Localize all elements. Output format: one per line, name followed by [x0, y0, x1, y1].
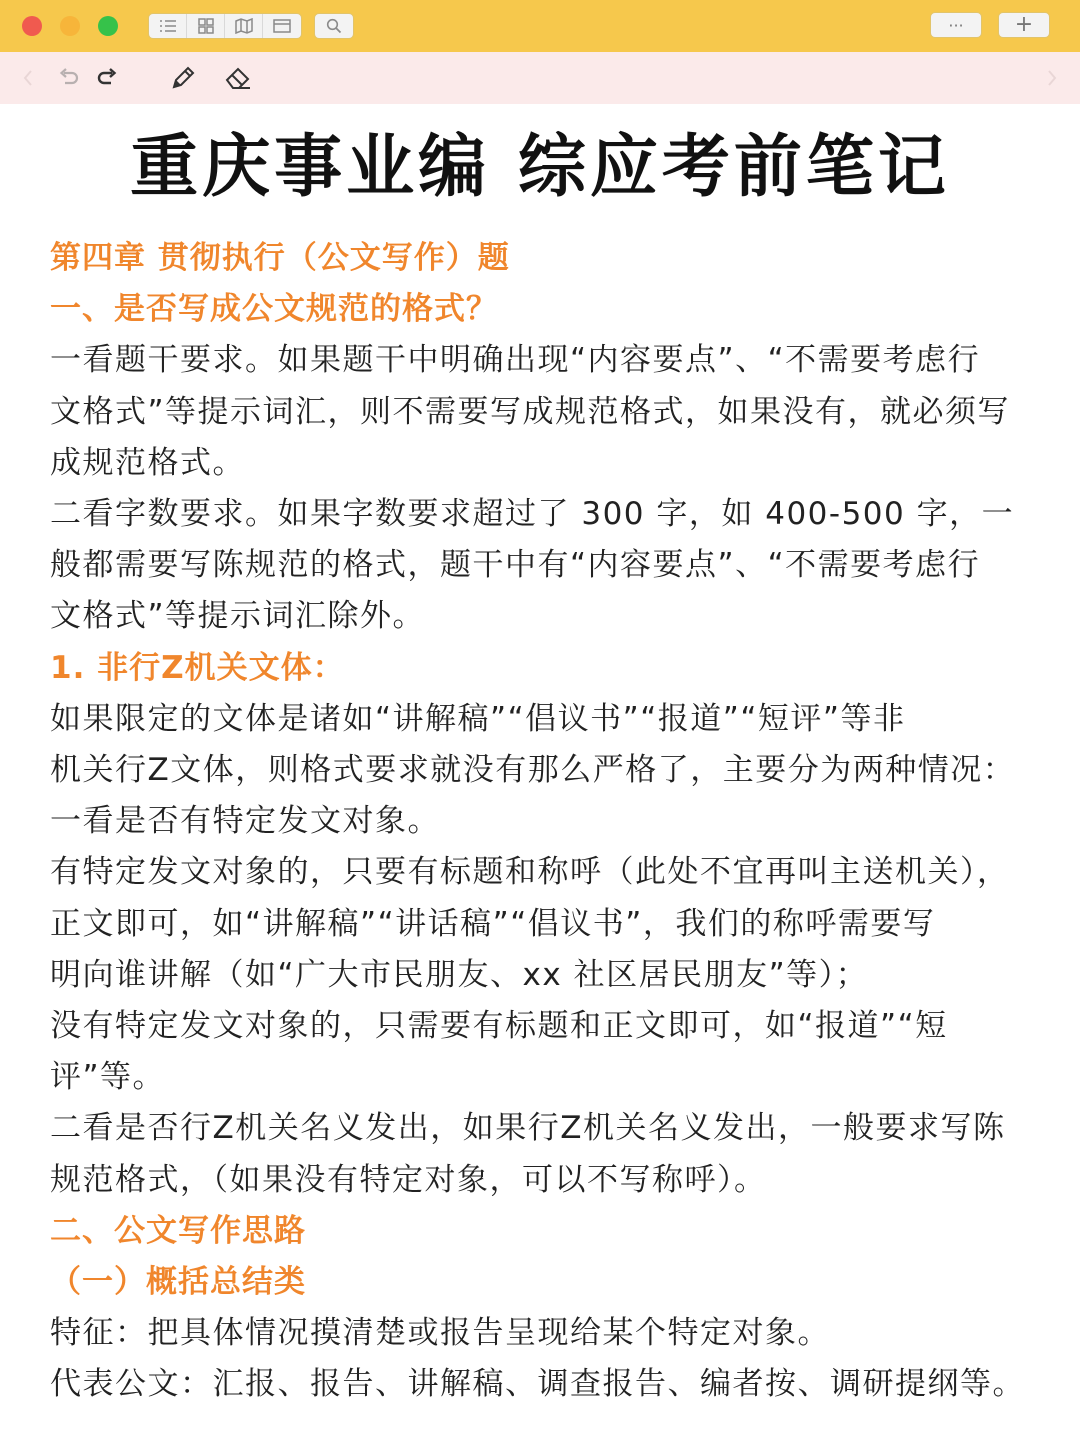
pencil-tool-button[interactable]	[170, 65, 196, 91]
body-text-line: 一看题干要求。如果题干中明确出现“内容要点”、“不需要考虑行	[50, 342, 981, 379]
redo-icon	[96, 68, 118, 88]
pencil-icon	[170, 65, 196, 91]
list-icon	[159, 19, 177, 33]
window-icon	[273, 19, 291, 33]
section-heading: 一、是否写成公文规范的格式？	[50, 291, 498, 328]
section-heading: 第四章 贯彻执行（公文写作）题	[50, 240, 510, 276]
section-heading: 二、公文写作思路	[50, 1212, 306, 1249]
eraser-icon	[224, 65, 252, 91]
add-button[interactable]: +	[998, 12, 1050, 38]
body-text-line: 没有特定发文对象的，只需要有标题和正文即可，如“报道”“短	[50, 1008, 948, 1044]
body-text-line: 有特定发文对象的，只要有标题和称呼（此处不宜再叫主送机关），	[50, 854, 1010, 891]
close-window-button[interactable]	[22, 16, 42, 36]
body-text-line: 一看是否有特定发文对象。	[50, 803, 440, 840]
maximize-window-button[interactable]	[98, 16, 118, 36]
back-chevron-icon[interactable]	[22, 68, 34, 88]
search-button[interactable]	[314, 13, 354, 39]
body-text-line: 正文即可，如“讲解稿”“讲话稿”“倡议书”，我们的称呼需要写	[50, 905, 936, 942]
body-text-line: 评”等。	[50, 1059, 166, 1096]
edit-toolbar	[0, 52, 1080, 104]
body-text-line: 文格式”等提示词汇，则不需要写成规范格式，如果没有，就必须写	[50, 393, 1011, 430]
undo-icon	[58, 68, 80, 88]
grid-view-button[interactable]	[187, 14, 225, 38]
note-document	[0, 104, 1080, 1443]
body-text-line: 如果限定的文体是诸如“讲解稿”“倡议书”“报道”“短评”等非	[50, 700, 906, 737]
body-text-line: 明向谁讲解（如“广大市民朋友、xx 社区居民朋友”等）；	[50, 956, 869, 993]
redo-button[interactable]	[96, 68, 118, 88]
eraser-tool-button[interactable]	[224, 65, 252, 91]
body-text-line: 成规范格式。	[50, 444, 245, 481]
body-text-line: 般都需要写陈规范的格式，题干中有“内容要点”、“不需要考虑行	[50, 547, 981, 584]
body-text-line: 规范格式，（如果没有特定对象，可以不写称呼）。	[50, 1161, 767, 1198]
body-text-line: 代表公文：汇报、报告、讲解稿、调查报告、编者按、调研提纲等。	[50, 1366, 1025, 1403]
body-text-line: 机关行Z文体，则格式要求就没有那么严格了，主要分为两种情况：	[50, 752, 1016, 788]
map-icon	[235, 18, 253, 34]
list-view-button[interactable]	[149, 14, 187, 38]
window-view-button[interactable]	[263, 14, 301, 38]
section-heading: （一）概括总结类	[50, 1264, 306, 1300]
section-heading: 1. 非行Z机关文体：	[50, 649, 345, 686]
window-titlebar	[0, 0, 1080, 52]
document-title: 重庆事业编 综应考前笔记	[130, 128, 950, 207]
body-text-line: 二看字数要求。如果字数要求超过了 300 字，如 400-500 字，一	[50, 496, 1015, 532]
view-mode-segmented-control	[148, 13, 302, 39]
grid-icon	[198, 18, 214, 34]
body-text-line: 文格式”等提示词汇除外。	[50, 598, 426, 635]
more-options-button[interactable]: ···	[930, 12, 982, 38]
search-icon	[326, 18, 342, 34]
body-text-line: 特征：把具体情况摸清楚或报告呈现给某个特定对象。	[50, 1315, 830, 1352]
map-view-button[interactable]	[225, 14, 263, 38]
undo-button[interactable]	[58, 68, 80, 88]
minimize-window-button[interactable]	[60, 16, 80, 36]
body-text-line: 二看是否行Z机关名义发出，如果行Z机关名义发出，一般要求写陈	[50, 1110, 1006, 1147]
forward-chevron-icon[interactable]	[1046, 68, 1058, 88]
